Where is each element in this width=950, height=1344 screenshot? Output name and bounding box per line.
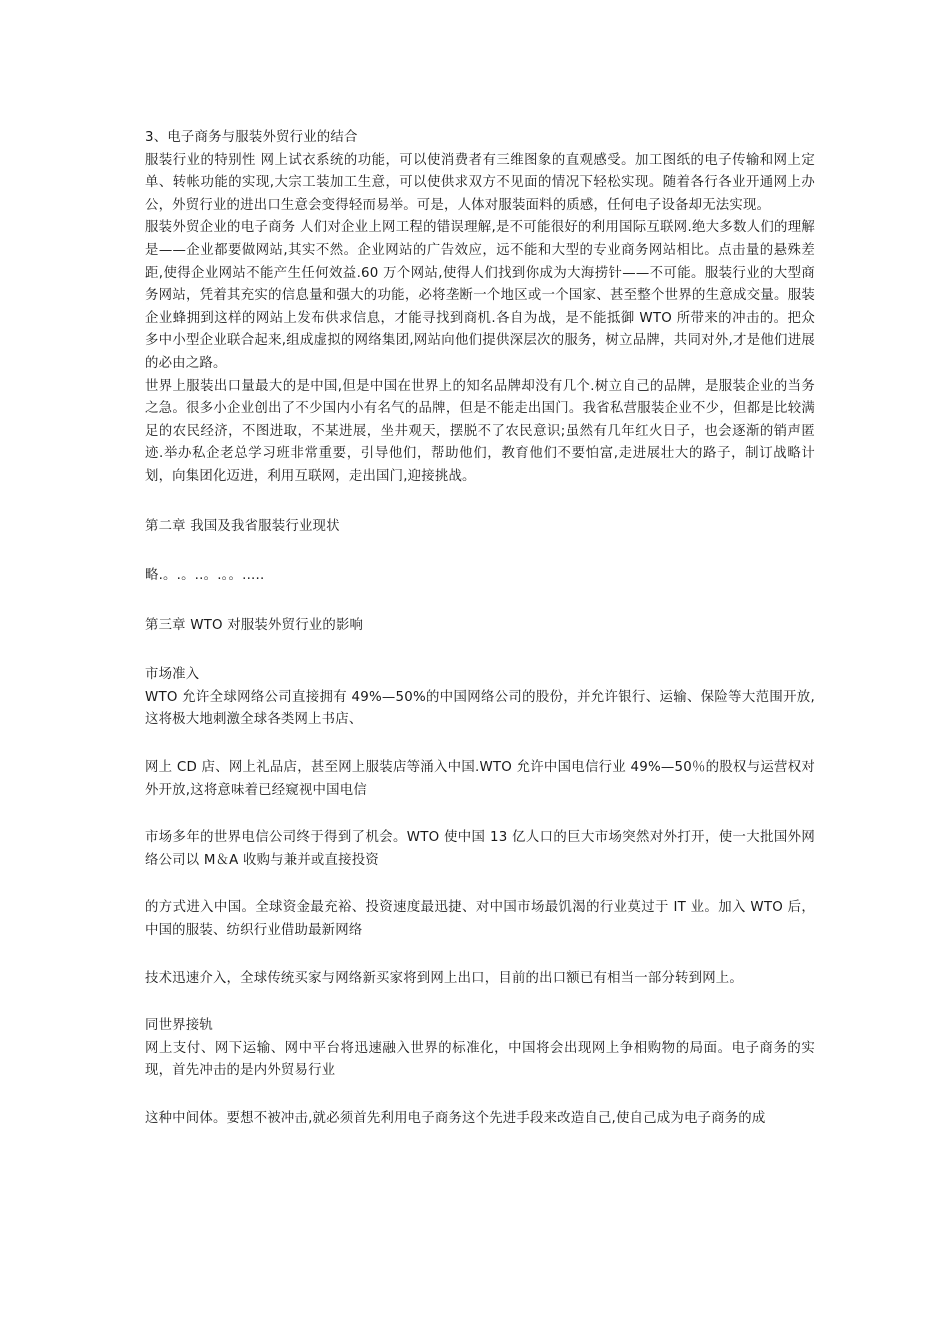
subheading-market-access: 市场准入	[145, 667, 200, 683]
document-page	[145, 127, 815, 1131]
paragraph-entry-china: 的方式进入中国。全球资金最充裕、投资速度最迅捷、对中国市场最饥渴的行业莫过于 IT 业。加入 WTO 后，中国的服装、纺织行业借助最新网络	[145, 900, 815, 939]
paragraph-wto-network: WTO 允许全球网络公司直接拥有 49%—50%的中国网络公司的股份，并允许银行、运输、保险等大范围开放,这将极大地刺激全球各类网上书店、	[145, 689, 815, 728]
spacer	[145, 637, 815, 664]
spacer	[145, 588, 815, 615]
spacer	[145, 943, 815, 968]
spacer	[145, 489, 815, 516]
section-heading-3: 3、电子商务与服装外贸行业的结合	[145, 130, 358, 145]
spacer	[145, 802, 815, 827]
paragraph-trade-ecommerce: 服装外贸企业的电子商务 人们对企业上网工程的错误理解,是不可能很好的利用国际互联网.绝大多数人们的理解是——企业都要做网站,其实不然。企业网站的广告效应，远不能和大型的专业商务网站相比。点击量的悬殊差距,使得企业网站不能产生任何效益.60 万个网站,使得人们找到你成为大海捞针——不可能。服装行业的大型商务网站，凭着其充实的信息量和强大的功能，必将垄断一个地区或一个国家、甚至整个世界的生意成交量。服装企业蜂拥到这样的网站上发布供求信息，才能寻找到商机.各自为战，是不能抵御 WTO 所带来的冲击的。把众多中小型企业联合起来,组成虚拟的网络集团,网站向他们提供深层次的服务，树立品牌，共同对外,才是他们进展的必由之路。	[145, 220, 815, 371]
paragraph-telecom-market: 市场多年的世界电信公司终于得到了机会。WTO 使中国 13 亿人口的巨大市场突然对外打开，使一大批国外网络公司以 M＆A 收购与兼并或直接投资	[145, 830, 815, 868]
paragraph-cd-stores: 网上 CD 店、网上礼品店，甚至网上服装店等涌入中国.WTO 允许中国电信行业 49%—50％的股权与运营权对外开放,这将意味着已经窥视中国电信	[145, 760, 815, 798]
spacer	[145, 538, 815, 565]
omitted-text: 略.。.。..。.。。.....	[145, 568, 265, 584]
spacer	[145, 732, 815, 757]
paragraph-tech-buyers: 技术迅速介入，全球传统买家与网络新买家将到网上出口，目前的出口额已有相当一部分转到网上。	[145, 970, 743, 986]
paragraph-online-payment: 网上支付、网下运输、网中平台将迅速融入世界的标准化，中国将会出现网上争相购物的局面。电子商务的实现，首先冲击的是内外贸易行业	[145, 1040, 815, 1079]
chapter-3-heading: 第三章 WTO 对服装外贸行业的影响	[145, 617, 364, 633]
paragraph-world-export: 世界上服装出口量最大的是中国,但是中国在世界上的知名品牌却没有几个.树立自己的品牌，是服装企业的当务之急。很多小企业创出了不少国内小有名气的品牌，但是不能走出国门。我省私营服装企业不少，但都是比较满足的农民经济，不图进取，不某进展，坐井观天，摆脱不了农民意识;虽然有几年红火日子，也会逐渐的销声匿迹.举办私企老总学习班非常重要，引导他们，帮助他们，教育他们不要怕富,走进展壮大的路子，制订战略计划，向集团化迈进，利用互联网，走出国门,迎接挑战。	[145, 378, 815, 484]
chapter-2-heading: 第二章 我国及我省服装行业现状	[145, 518, 340, 534]
paragraph-apparel-specialty: 服装行业的特别性 网上试衣系统的功能，可以使消费者有三维图象的直观感受。加工图纸的电子传输和网上定单、转帐功能的实现,大宗工装加工生意，可以使供求双方不见面的情况下轻松实现。随着各行各业开通网上办公，外贸行业的进出口生意会变得轻而易举。可是，人体对服装面料的质感，任何电子设备却无法实现。	[145, 152, 815, 213]
spacer	[145, 990, 815, 1015]
spacer	[145, 872, 815, 897]
spacer	[145, 1083, 815, 1108]
paragraph-intermediary: 这种中间体。要想不被冲击,就必须首先利用电子商务这个先进手段来改造自己,使自己成为电子商务的成	[145, 1111, 766, 1126]
subheading-global-integration: 同世界接轨	[145, 1018, 213, 1034]
